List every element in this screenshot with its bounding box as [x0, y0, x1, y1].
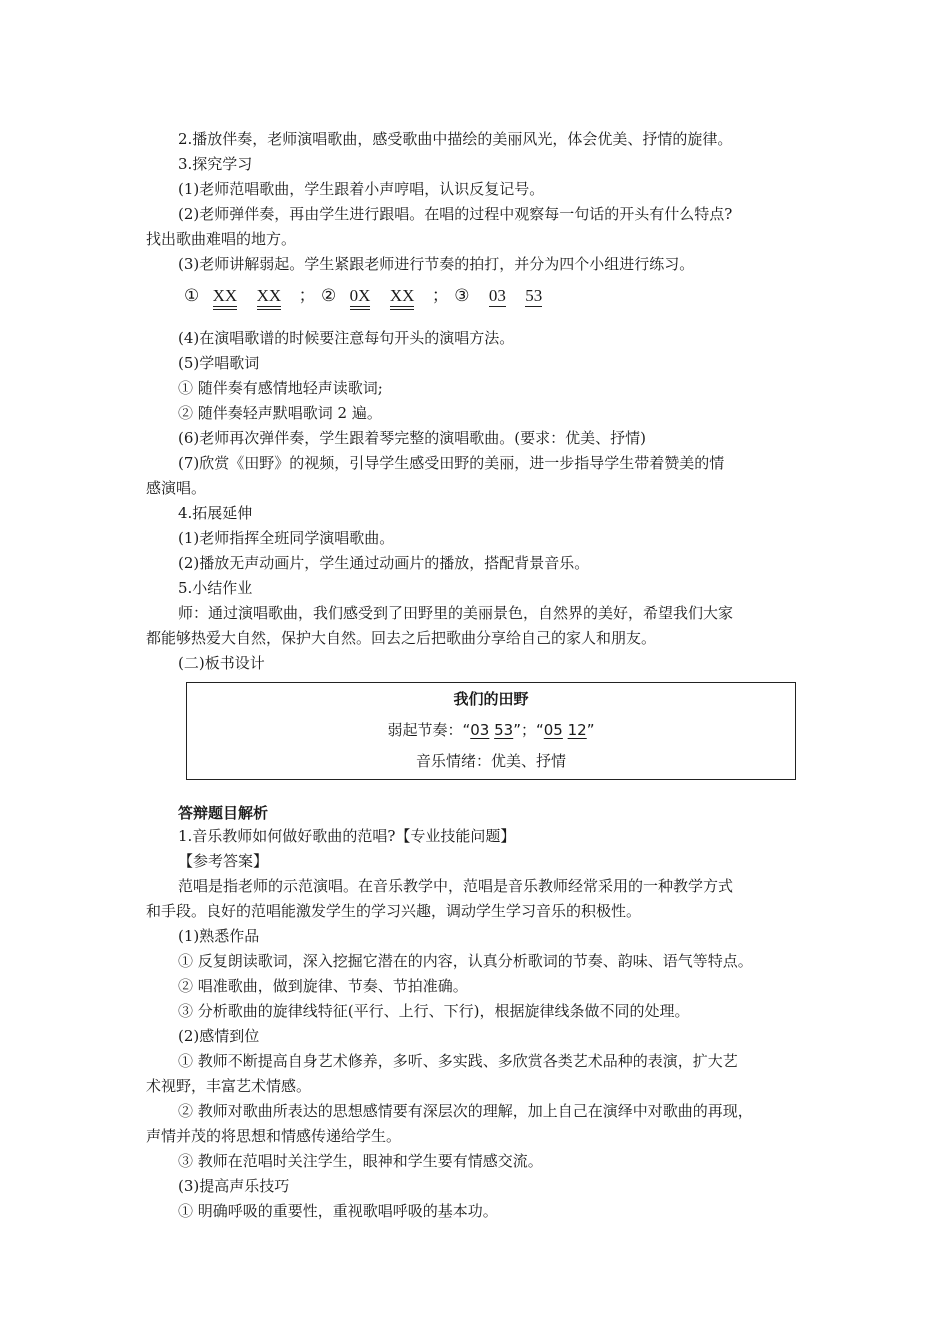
board-note: 53: [494, 721, 514, 739]
board-text: ”；“: [513, 721, 544, 739]
board-note: 03: [470, 721, 490, 739]
rhythm-note: 03: [488, 286, 506, 305]
rhythm-note: 53: [525, 286, 543, 305]
text-line: 2.播放伴奏，老师演唱歌曲，感受歌曲中描绘的美丽风光，体会优美、抒情的旋律。: [178, 130, 733, 148]
board-text: ”: [586, 721, 595, 739]
text-line: (4)在演唱歌谱的时候要注意每句开头的演唱方法。: [178, 329, 515, 347]
text-line: ② 唱准歌曲，做到旋律、节奏、节拍准确。: [178, 977, 468, 995]
blackboard-design-box: [186, 682, 796, 780]
text-line: ① 随伴奏有感情地轻声读歌词;: [178, 379, 383, 397]
text-line: (5)学唱歌词: [178, 354, 260, 372]
text-line: (1)老师范唱歌曲，学生跟着小声哼唱，认识反复记号。: [178, 180, 545, 198]
text-line: 和手段。良好的范唱能激发学生的学习兴趣，调动学生学习音乐的积极性。: [146, 902, 642, 920]
board-note: 12: [567, 721, 587, 739]
text-line: 都能够热爱大自然，保护大自然。回去之后把歌曲分享给自己的家人和朋友。: [146, 629, 657, 647]
text-line: ① 教师不断提高自身艺术修养，多听、多实践、多欣赏各类艺术品种的表演，扩大艺: [178, 1052, 738, 1070]
text-line: ③ 教师在范唱时关注学生，眼神和学生要有情感交流。: [178, 1152, 543, 1170]
question-line: 1.音乐教师如何做好歌曲的范唱?【专业技能问题】: [178, 827, 516, 845]
text-line: (3)老师讲解弱起。学生紧跟老师进行节奏的拍打，并分为四个小组进行练习。: [178, 255, 695, 273]
board-rhythm-line: [187, 720, 795, 740]
board-title: 我们的田野: [453, 690, 529, 708]
board-note: 05: [543, 721, 563, 739]
text-line: ① 明确呼吸的重要性，重视歌唱呼吸的基本功。: [178, 1202, 498, 1220]
board-text: 弱起节奏：“: [387, 721, 471, 739]
circled-number: ①: [184, 286, 200, 306]
board-emotion-line: 音乐情绪：优美、抒情: [415, 752, 566, 770]
text-line: ② 随伴奏轻声默唱歌词 2 遍。: [178, 404, 382, 422]
section-heading: (二)板书设计: [178, 654, 265, 672]
section-heading: (1)熟悉作品: [178, 927, 260, 945]
rhythm-note: 0X: [349, 286, 371, 305]
section-heading: 3.探究学习: [178, 155, 253, 173]
separator: ；: [298, 286, 316, 306]
text-line: 术视野，丰富艺术情感。: [146, 1077, 312, 1095]
section-heading: (2)感情到位: [178, 1027, 260, 1045]
text-line: 找出歌曲难唱的地方。: [146, 230, 297, 248]
text-line: 声情并茂的将思想和情感传递给学生。: [146, 1127, 402, 1145]
section-heading: 5.小结作业: [178, 579, 253, 597]
text-line: (6)老师再次弹伴奏，学生跟着琴完整的演唱歌曲。(要求：优美、抒情): [178, 429, 646, 447]
section-heading: 4.拓展延伸: [178, 504, 253, 522]
text-line: ② 教师对歌曲所表达的思想感情要有深层次的理解，加上自己在演绎中对歌曲的再现，: [178, 1102, 753, 1120]
text-line: (2)老师弹伴奏，再由学生进行跟唱。在唱的过程中观察每一句话的开头有什么特点?: [178, 205, 733, 223]
separator: ；: [431, 286, 449, 306]
circled-number: ②: [321, 286, 337, 306]
rhythm-exercise: [184, 284, 542, 312]
rhythm-note: XX: [212, 286, 238, 305]
text-line: (2)播放无声动画片，学生通过动画片的播放，搭配背景音乐。: [178, 554, 590, 572]
circled-number: ③: [454, 286, 470, 306]
text-line: ① 反复朗读歌词，深入挖掘它潜在的内容，认真分析歌词的节奏、韵味、语气等特点。: [178, 952, 753, 970]
rhythm-note: XX: [256, 286, 282, 305]
text-line: ③ 分析歌曲的旋律线特征(平行、上行、下行)，根据旋律线条做不同的处理。: [178, 1002, 690, 1020]
answer-heading: 【参考答案】: [178, 852, 269, 870]
text-line: 师：通过演唱歌曲，我们感受到了田野里的美丽景色，自然界的美好，希望我们大家: [178, 604, 734, 622]
section-title: 答辩题目解析: [178, 804, 269, 822]
section-heading: (3)提高声乐技巧: [178, 1177, 290, 1195]
text-line: (7)欣赏《田野》的视频，引导学生感受田野的美丽，进一步指导学生带着赞美的情: [178, 454, 725, 472]
text-line: 范唱是指老师的示范演唱。在音乐教学中，范唱是音乐教师经常采用的一种教学方式: [178, 877, 734, 895]
text-line: 感演唱。: [146, 479, 207, 497]
text-line: (1)老师指挥全班同学演唱歌曲。: [178, 529, 395, 547]
rhythm-note: XX: [389, 286, 415, 305]
